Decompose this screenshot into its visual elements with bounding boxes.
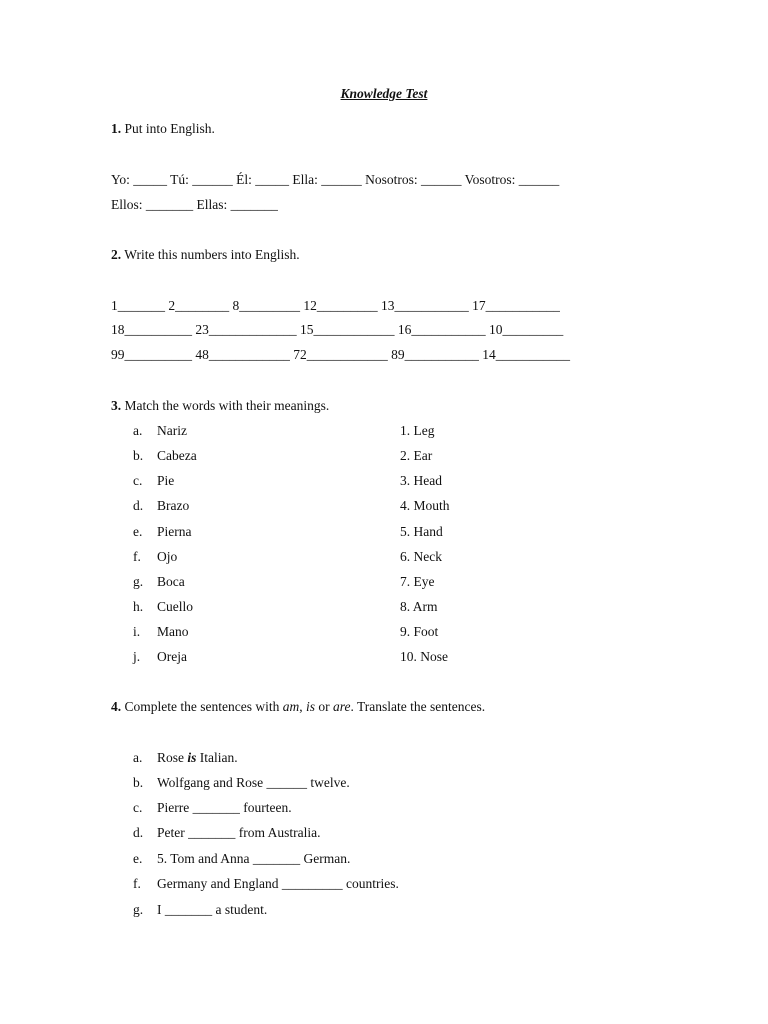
match-meaning: 7. Eye (400, 574, 435, 589)
sentence-text: Peter _______ from Australia. (157, 825, 321, 840)
word-is: is (305, 699, 315, 714)
match-word: Mano (157, 624, 189, 639)
match-word: Cuello (157, 599, 193, 614)
sentence-text: I _______ a student. (157, 902, 268, 917)
match-meaning: 6. Neck (400, 549, 442, 564)
sentence-letter: e. (133, 851, 143, 866)
numbers-row-3: 99__________ 48____________ 72____________ 89___________ 14___________ (111, 347, 570, 362)
question-4-instruction-pre: Complete the sentences with (124, 699, 283, 714)
match-meaning: 10. Nose (400, 649, 448, 664)
match-meaning: 4. Mouth (400, 498, 450, 513)
question-2-instruction: Write this numbers into English. (124, 247, 300, 262)
sentence-letter: c. (133, 800, 143, 815)
match-word: Oreja (157, 649, 187, 664)
match-letter: a. (133, 423, 143, 438)
match-letter: b. (133, 448, 144, 463)
match-word: Cabeza (157, 448, 197, 463)
example-sentence (157, 750, 238, 766)
example-post: Italian. (196, 750, 238, 765)
match-letter: e. (133, 524, 143, 539)
example-answer: is (187, 750, 197, 765)
match-letter: i. (133, 624, 141, 639)
match-letter: d. (133, 498, 144, 513)
question-4-number: 4. (111, 699, 122, 714)
sentence-letter: b. (133, 775, 144, 790)
sentence-text: Wolfgang and Rose ______ twelve. (157, 775, 350, 790)
question-1-instruction: Put into English. (124, 121, 215, 136)
sentence-letter: f. (133, 876, 141, 891)
question-1-heading (111, 121, 215, 137)
match-word: Nariz (157, 423, 187, 438)
match-letter: f. (133, 549, 141, 564)
question-1-line-1: Yo: _____ Tú: ______ Él: _____ Ella: ______ Nosotros: ______ Vosotros: ______ (111, 172, 560, 187)
match-letter: c. (133, 473, 143, 488)
match-meaning: 2. Ear (400, 448, 433, 463)
question-2-heading (111, 247, 300, 263)
numbers-row-2: 18__________ 23_____________ 15____________ 16___________ 10_________ (111, 322, 564, 337)
sentence-letter: d. (133, 825, 144, 840)
match-letter: h. (133, 599, 144, 614)
match-word: Ojo (157, 549, 178, 564)
question-2-number: 2. (111, 247, 122, 262)
question-3-instruction: Match the words with their meanings. (124, 398, 330, 413)
word-are: are (332, 699, 351, 714)
question-3-heading (111, 398, 329, 414)
numbers-row-1: 1_______ 2________ 8_________ 12_________ 13___________ 17___________ (111, 298, 560, 313)
question-1-number: 1. (111, 121, 122, 136)
match-meaning: 1. Leg (400, 423, 435, 438)
page-title: Knowledge Test (340, 86, 428, 101)
sentence-text: 5. Tom and Anna _______ German. (157, 851, 351, 866)
question-3-number: 3. (111, 398, 122, 413)
word-or: or (314, 699, 333, 714)
example-pre: Rose (157, 750, 188, 765)
match-letter: g. (133, 574, 144, 589)
sentence-text: Germany and England _________ countries. (157, 876, 399, 891)
sentence-letter: g. (133, 902, 144, 917)
match-meaning: 5. Hand (400, 524, 443, 539)
word-am: am (282, 699, 300, 714)
match-meaning: 9. Foot (400, 624, 439, 639)
match-word: Pierna (157, 524, 192, 539)
sentence-text: Pierre _______ fourteen. (157, 800, 292, 815)
match-meaning: 3. Head (400, 473, 442, 488)
question-4-instruction-post: . Translate the sentences. (350, 699, 486, 714)
question-4-heading (111, 699, 485, 715)
comma: , (299, 699, 306, 714)
match-meaning: 8. Arm (400, 599, 438, 614)
match-word: Pie (157, 473, 175, 488)
match-word: Boca (157, 574, 185, 589)
match-word: Brazo (157, 498, 190, 513)
match-letter: j. (133, 649, 141, 664)
question-1-line-2: Ellos: _______ Ellas: _______ (111, 197, 278, 212)
sentence-letter: a. (133, 750, 143, 765)
